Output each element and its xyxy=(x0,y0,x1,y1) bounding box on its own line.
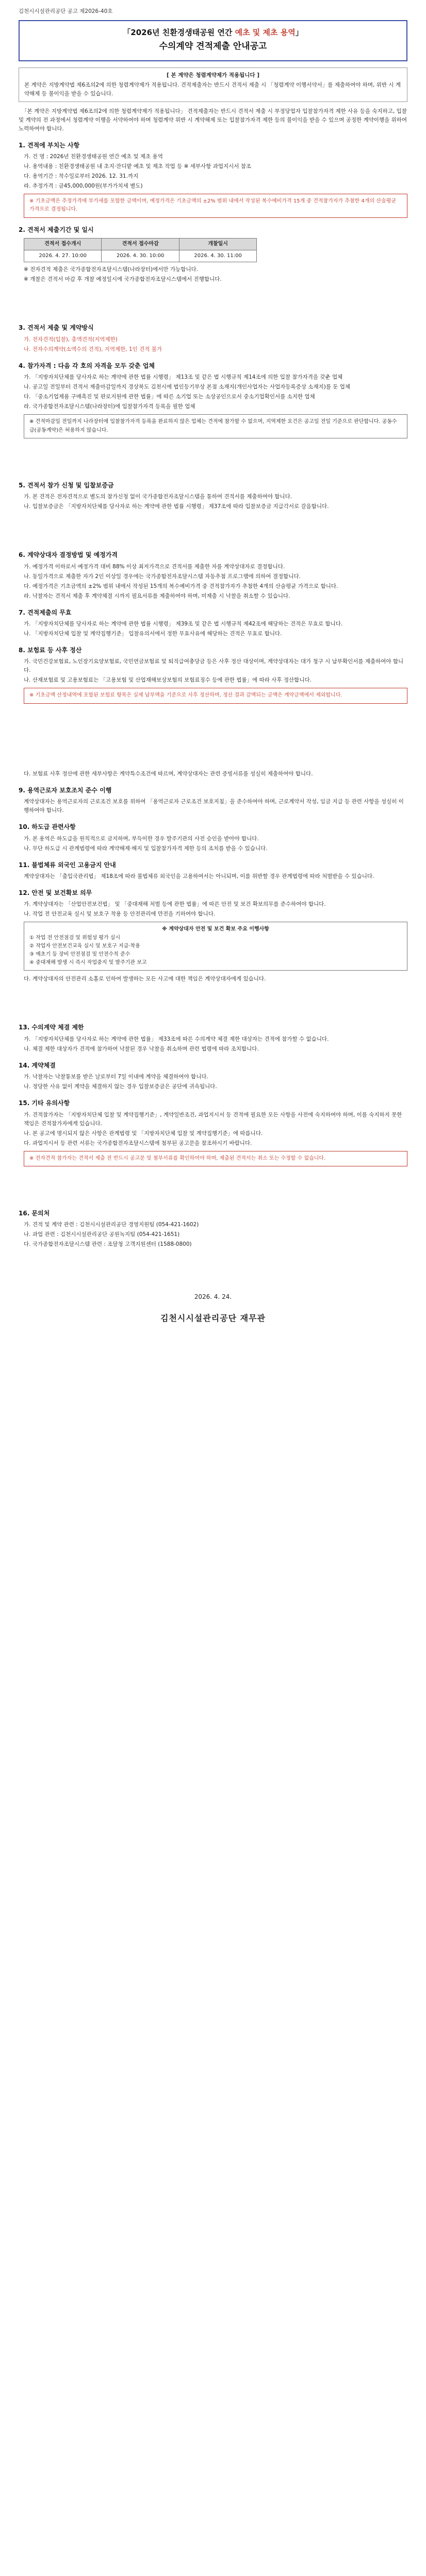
list-item: 나. 정당한 사유 없이 계약을 체결하지 않는 경우 입찰보증금은 공단에 귀속됩니다. xyxy=(24,1083,217,1090)
list-item: 가. 본 용역은 하도급을 원칙적으로 금지하며, 부득이한 경우 발주기관의 사전 승인을 받아야 합니다. xyxy=(24,835,259,842)
intro-paragraph: 「본 계약은 지방계약법 제6조의2에 의한 청렴계약제가 적용됩니다」 견적제출자는 반드시 견적서 제출 시 부정당업자 입찰참가자격 제한 사유 등을 숙지하고, 입찰 및 계약의 전 과정에서 청렴계약 이행을 서약하여야 하며 청렴계약 위반 시 계약해제 또는 입찰참가자격 제한 등의 불이익을 받을 수 있으며 공정한 계약이행을 위하여 노력하여야 합니다. xyxy=(19,108,407,132)
list-item: 다. 국가종합전자조달시스템 관련 : 조달청 고객지원센터 (1588-0800) xyxy=(24,1241,192,1248)
table-cell: 2026. 4. 27. 10:00 xyxy=(24,250,102,262)
table-cell: 2026. 4. 30. 10:00 xyxy=(102,250,179,262)
table-row xyxy=(24,250,257,262)
section-1-note: ※ 기초금액은 추정가격에 부가세를 포함한 금액이며, 예정가격은 기초금액의 ±2% 범위 내에서 작성된 복수예비가격 15개 중 견적참가자가 추첨한 4개의 산술평균 가격으로 결정됩니다. xyxy=(24,194,407,217)
section-9-title: 9. 용역근로자 보호조치 준수 이행 xyxy=(19,786,112,794)
footer-date: 2026. 4. 24. xyxy=(194,1293,232,1301)
section-12-title: 12. 안전 및 보건확보 의무 xyxy=(19,889,92,896)
title-highlight: 예초 및 제초 용역 xyxy=(235,28,296,37)
list-item: 나. 본 공고에 명시되지 않은 사항은 관계법령 및 「지방자치단체 입찰 및 계약집행기준」에 따릅니다. xyxy=(24,1130,263,1137)
list-item: 나. 동일가격으로 제출한 자가 2인 이상일 경우에는 국가종합전자조달시스템 자동추첨 프로그램에 의하여 결정합니다. xyxy=(24,573,301,580)
list-item: 가. 견적참가자는 「지방자치단체 입찰 및 계약집행기준」, 계약일반조건, 과업지시서 등 견적에 필요한 모든 사항을 사전에 숙지하여야 하며, 이를 숙지하지 못한 책임은 견적참가자에게 있습니다. xyxy=(24,1111,402,1127)
section-8-box: ※ 기초금액 산정내역에 포함된 보험료 항목은 실제 납부액을 기준으로 사후 정산하며, 정산 결과 감액되는 금액은 계약금액에서 제외합니다. xyxy=(24,688,407,703)
section-7-title: 7. 견적제출의 무효 xyxy=(19,608,72,616)
list-item: 라. 낙찰자는 견적서 제출 후 계약체결 시까지 필요서류를 제출하여야 하며, 미제출 시 낙찰을 취소할 수 있습니다. xyxy=(24,592,290,599)
section-4-box: ※ 견적마감일 전일까지 나라장터에 입찰참가자격 등록을 완료하지 않은 업체는 견적에 참가할 수 없으며, 지역제한 요건은 공고일 전일 기준으로 판단합니다. 공동수급(공동계약)은 허용하지 않습니다. xyxy=(24,414,407,438)
list-item: 가. 예정가격 이하로서 예정가격 대비 88% 이상 최저가격으로 견적서를 제출한 자를 계약상대자로 결정합니다. xyxy=(24,563,285,570)
list-item: 가. 「지방자치단체를 당사자로 하는 계약에 관한 법률 시행령」 제13조 및 같은 법 시행규칙 제14조에 의한 입찰 참가자격을 갖춘 업체 xyxy=(24,374,343,381)
section-1-title: 1. 견적에 부치는 사항 xyxy=(19,141,80,149)
list-item: ※ 전자견적 제출은 국가종합전자조달시스템(나라장터)에서만 가능합니다. xyxy=(24,266,198,273)
list-item: ① 작업 전 안전점검 및 위험성 평가 실시 xyxy=(29,935,121,941)
list-item: 계약상대자는 용역근로자의 근로조건 보호를 위하여 「용역근로자 근로조건 보호지침」을 준수하여야 하며, 근로계약서 작성, 임금 지급 등 관련 사항을 성실히 이행하여야 합니다. xyxy=(24,799,404,814)
list-item: 나. 공고일 전일부터 견적서 제출마감일까지 경상북도 김천시에 법인등기부상 본점 소재지(개인사업자는 사업자등록증상 소재지)를 둔 업체 xyxy=(24,384,351,391)
list-item: 나. 입찰보증금은 「지방자치단체를 당사자로 하는 계약에 관한 법률 시행령」 제37조에 따라 입찰보증금 지급각서로 갈음합니다. xyxy=(24,503,329,510)
section-4-title: 4. 참가자격 : 다음 각 호의 자격을 모두 갖춘 업체 xyxy=(19,362,155,369)
list-item: 나. 과업 관련 : 김천시시설관리공단 공원녹지팀 (054-421-1651) xyxy=(24,1231,180,1238)
table-header: 견적서 접수개시 xyxy=(24,239,102,250)
table-header: 견적서 접수마감 xyxy=(102,239,179,250)
list-item: 가. 본 견적은 전자견적으로 별도의 참가신청 없이 국가종합전자조달시스템을 통하여 견적서를 제출하여야 합니다. xyxy=(24,494,292,500)
list-item: 다. 「중소기업제품 구매촉진 및 판로지원에 관한 법률」에 따른 소기업 또는 소상공인으로서 중소기업확인서를 소지한 업체 xyxy=(24,394,315,400)
list-item: ※ 개찰은 견적서 마감 후 개찰 예정일시에 국가종합전자조달시스템에서 진행합니다. xyxy=(24,276,222,283)
section-8-title: 8. 보험료 등 사후 정산 xyxy=(19,647,82,654)
list-item: 가. 국민건강보험료, 노인장기요양보험료, 국민연금보험료 및 퇴직급여충당금 등은 사후 정산 대상이며, 계약상대자는 대가 청구 시 납부확인서를 제출하여야 합니다. xyxy=(24,658,404,674)
title-line2: 수의계약 견적제출 안내공고 xyxy=(159,41,267,52)
list-item: 나. 용역내용 : 친환경생태공원 내 초지·잔디밭 예초 및 제초 작업 등 ※ 세부사항 과업지시서 참조 xyxy=(24,163,252,170)
list-item: 나. 전자수의계약(소액수의 견적), 지역제한, 1인 견적 불가 xyxy=(24,346,162,352)
section-6-title: 6. 계약상대자 결정방법 및 예정가격 xyxy=(19,551,118,559)
notice-number: 김천시시설관리공단 공고 제2026-40호 xyxy=(19,8,113,14)
section-11-title: 11. 불법체류 외국인 고용금지 안내 xyxy=(19,861,116,869)
title-box xyxy=(19,20,407,61)
list-item: 가. 계약상대자는 「산업안전보건법」 및 「중대재해 처벌 등에 관한 법률」에 따른 안전 및 보건 확보의무를 준수하여야 합니다. xyxy=(24,901,326,908)
section-13-title: 13. 수의계약 체결 제한 xyxy=(19,1024,84,1031)
schedule-table xyxy=(24,238,257,262)
section-15-box: ※ 전자견적 참가자는 견적서 제출 전 반드시 공고문 및 첨부서류를 확인하여야 하며, 제출된 견적서는 취소 또는 수정할 수 없습니다. xyxy=(24,1151,407,1166)
title-line1: 「2026년 친환경생태공원 연간 예초 및 제초 용역」 xyxy=(123,28,303,37)
list-item: ④ 중대재해 발생 시 즉시 작업중지 및 발주기관 보고 xyxy=(29,960,147,966)
safety-box-head: ※ 계약상대자 안전 및 보건 확보 주요 이행사항 xyxy=(162,926,269,933)
list-item: 다. 용역기간 : 착수일로부터 2026. 12. 31.까지 xyxy=(24,173,139,180)
list-item: 나. 「지방자치단체 입찰 및 계약집행기준」 입찰유의서에서 정한 무효사유에 해당하는 견적은 무효로 합니다. xyxy=(24,631,282,637)
list-item: 다. 보험료 사후 정산에 관한 세부사항은 계약특수조건에 따르며, 계약상대자는 관련 증빙서류를 성실히 제출하여야 합니다. xyxy=(24,770,313,777)
list-item: 가. 「지방자치단체를 당사자로 하는 계약에 관한 법률 시행령」 제39조 및 같은 법 시행규칙 제42조에 해당하는 견적은 무효로 합니다. xyxy=(24,621,343,628)
integrity-notice-head: [ 본 계약은 청렴계약제가 적용됩니다 ] xyxy=(166,72,260,78)
integrity-notice-box xyxy=(19,67,407,102)
section-2-title: 2. 견적서 제출기간 및 일시 xyxy=(19,226,94,233)
list-item: 나. 무단 하도급 시 관계법령에 따라 계약해제·해지 및 입찰참가자격 제한 등의 조치를 받을 수 있습니다. xyxy=(24,845,268,852)
section-15-title: 15. 기타 유의사항 xyxy=(19,1099,70,1107)
list-item: ② 작업자 안전보건교육 실시 및 보호구 지급·착용 xyxy=(29,943,140,949)
list-item: 다. 예정가격은 기초금액의 ±2% 범위 내에서 작성된 15개의 복수예비가격 중 견적참가자가 추첨한 4개의 산술평균 가격으로 합니다. xyxy=(24,583,338,589)
list-item: 라. 추정가격 : 금45,000,000원(부가가치세 별도) xyxy=(24,183,143,190)
table-cell: 2026. 4. 30. 11:00 xyxy=(179,250,256,262)
list-item: 나. 체결 제한 대상자가 견적에 참가하여 낙찰된 경우 낙찰을 취소하며 관련 법령에 따라 조치합니다. xyxy=(24,1045,259,1052)
section-5-title: 5. 견적서 참가 신청 및 입찰보증금 xyxy=(19,481,114,489)
list-item: 나. 산재보험료 및 고용보험료는 「고용보험 및 산업재해보상보험의 보험료징수 등에 관한 법률」에 따라 사후 정산합니다. xyxy=(24,677,312,684)
list-item: 가. 건 명 : 2026년 친환경생태공원 연간 예초 및 제초 용역 xyxy=(24,154,163,160)
list-item: ③ 예초기 등 장비 안전점검 및 안전수칙 준수 xyxy=(29,951,130,957)
list-item: 다. 과업지시서 등 관련 서류는 국가종합전자조달시스템에 첨부된 공고문을 참조하시기 바랍니다. xyxy=(24,1140,252,1146)
list-item: 가. 낙찰자는 낙찰통보를 받은 날로부터 7일 이내에 계약을 체결하여야 합니다. xyxy=(24,1074,208,1080)
list-item: 다. 계약상대자의 안전관리 소홀로 인하여 발생하는 모든 사고에 대한 책임은 계약상대자에게 있습니다. xyxy=(24,976,266,982)
list-item: 가. 「지방자치단체를 당사자로 하는 계약에 관한 법률」 제33조에 따른 수의계약 체결 제한 대상자는 견적에 참가할 수 없습니다. xyxy=(24,1036,329,1042)
section-3-title: 3. 견적서 제출 및 계약방식 xyxy=(19,324,94,332)
list-item: 가. 견적 및 계약 관련 : 김천시시설관리공단 경영지원팀 (054-421-1602) xyxy=(24,1222,199,1228)
list-item: 라. 국가종합전자조달시스템(나라장터)에 입찰참가자격 등록을 필한 업체 xyxy=(24,403,195,410)
section-14-title: 14. 계약체결 xyxy=(19,1061,56,1069)
section-10-title: 10. 하도급 관련사항 xyxy=(19,823,76,831)
safety-box xyxy=(24,922,407,971)
section-16-title: 16. 문의처 xyxy=(19,1209,50,1217)
list-item: 가. 전자견적(입찰), 총액견적(지역제한) xyxy=(24,336,118,343)
list-item: 나. 작업 전 안전교육 실시 및 보호구 착용 등 안전관리에 만전을 기하여야 합니다. xyxy=(24,911,216,918)
list-item: 계약상대자는 「출입국관리법」 제18조에 따라 불법체류 외국인을 고용하여서는 아니되며, 이를 위반할 경우 관계법령에 따라 처벌받을 수 있습니다. xyxy=(24,873,374,879)
table-header: 개찰일시 xyxy=(179,239,256,250)
footer-organization: 김천시시설관리공단 재무관 xyxy=(160,1313,266,1323)
integrity-notice-text: 본 계약은 지방계약법 제6조의2에 의한 청렴계약제가 적용됩니다. 견적제출자는 반드시 견적서 제출 시 「청렴계약 이행서약서」를 제출하여야 하며, 위반 시 계약해제 등 불이익을 받을 수 있습니다. xyxy=(24,81,401,97)
